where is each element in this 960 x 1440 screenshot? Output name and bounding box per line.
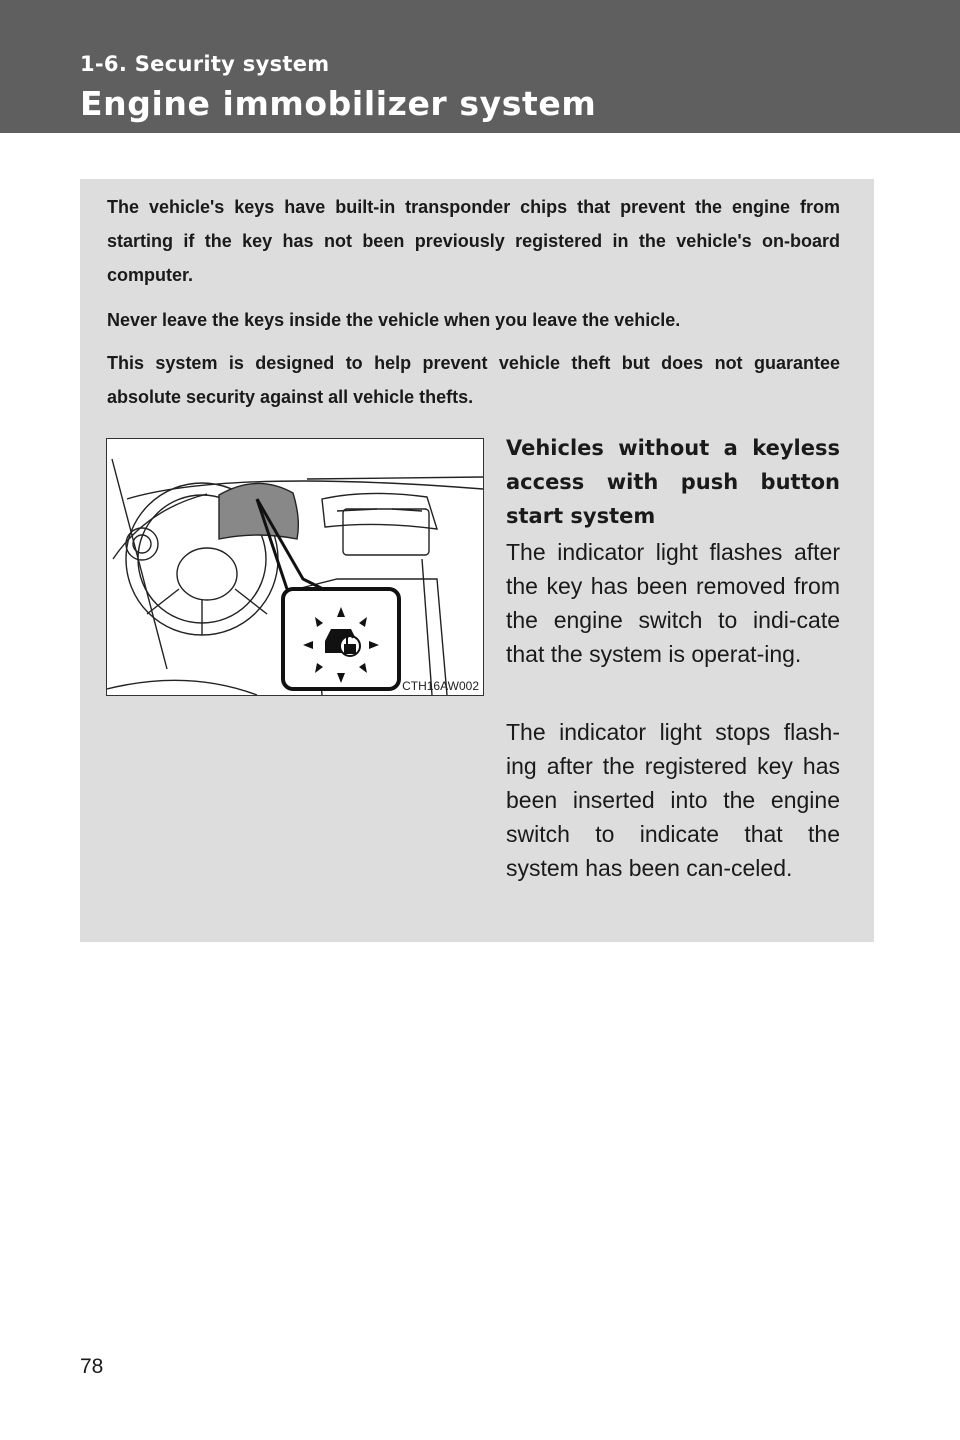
dashboard-illustration <box>106 438 484 696</box>
intro-paragraph-3: This system is designed to help prevent vehicle theft but does not guarantee absolute security against all vehicle thefts. <box>107 353 840 407</box>
page-number: 78 <box>80 1355 104 1378</box>
page-header <box>0 0 960 133</box>
indicator-flash-paragraph: The indicator light flashes after the key has been removed from the engine switch to indi-cate that the system is operat-ing. <box>506 539 840 667</box>
intro-paragraph-1: The vehicle's keys have built-in transponder chips that prevent the engine from starting if the key has not been previously registered in the vehicle's on-board computer. <box>107 197 840 285</box>
intro-paragraph-2: Never leave the keys inside the vehicle when you leave the vehicle. <box>107 310 681 330</box>
keyless-section-heading: Vehicles without a keyless access with push button start system <box>506 436 840 528</box>
indicator-stop-paragraph: The indicator light stops flash-ing after the registered key has been inserted into the engine switch to indicate that the system has been can-celed. <box>506 719 840 881</box>
page-title: Engine immobilizer system <box>80 84 597 123</box>
dashboard-drawing <box>107 439 483 695</box>
figure-code: CTH16AW002 <box>402 679 479 693</box>
section-label: 1-6. Security system <box>80 52 330 76</box>
